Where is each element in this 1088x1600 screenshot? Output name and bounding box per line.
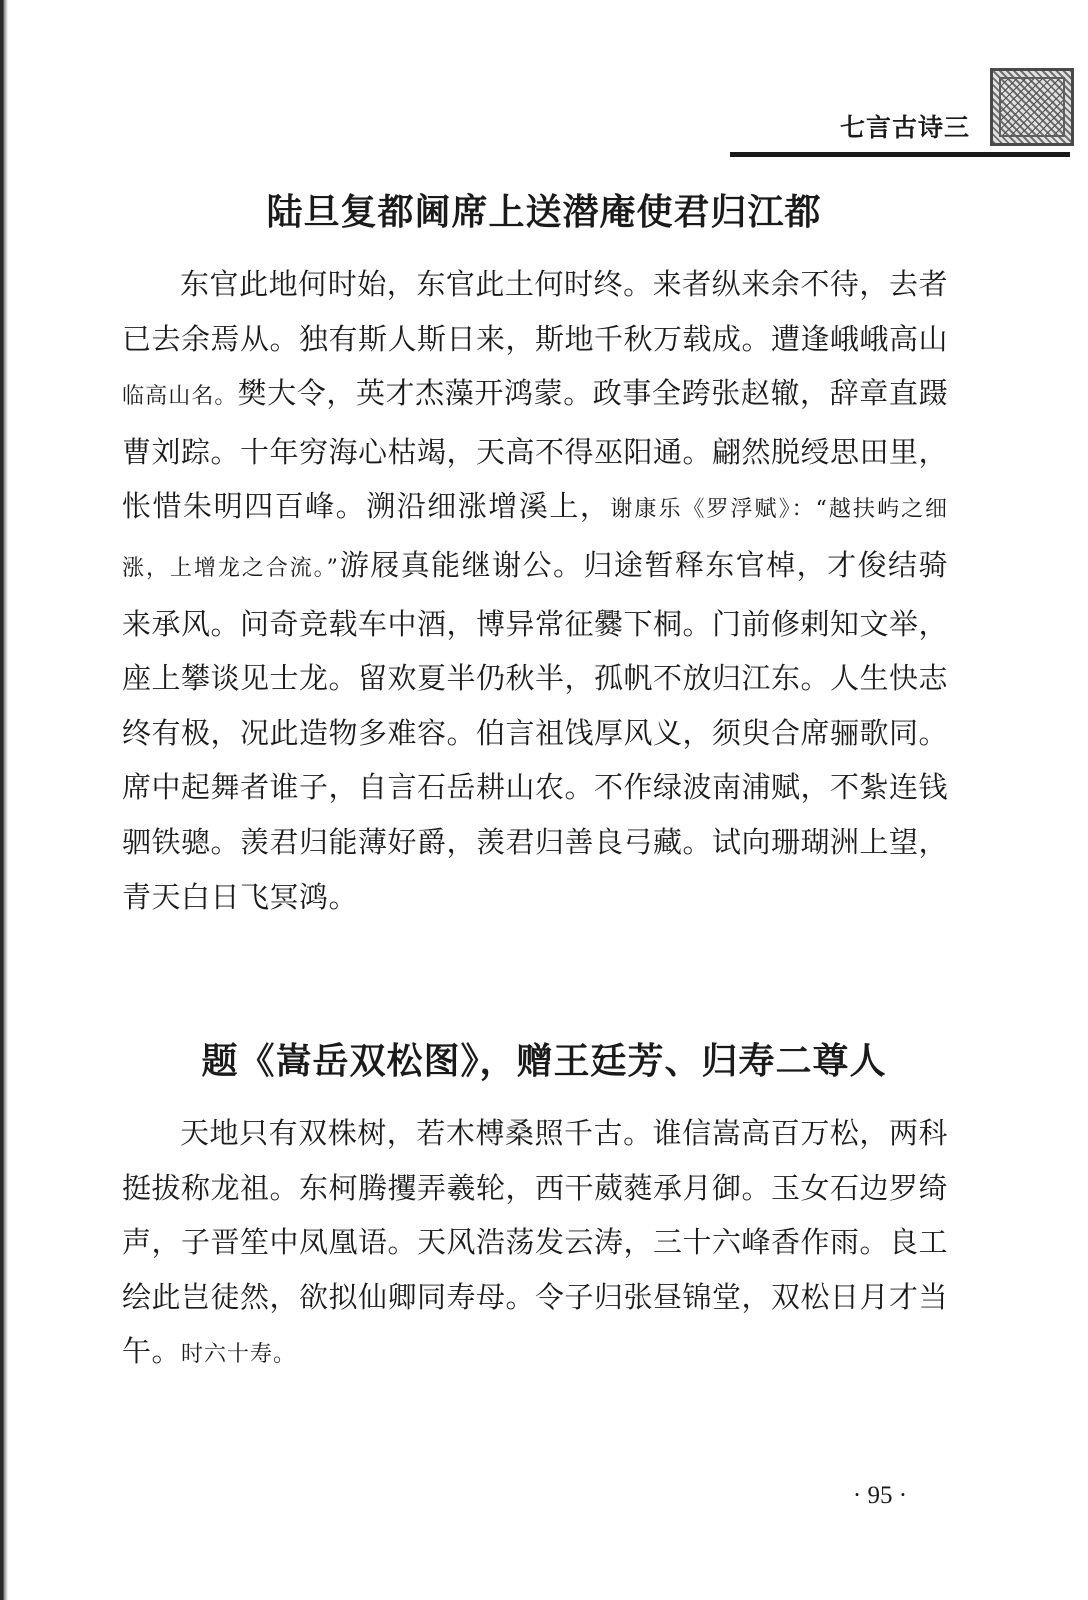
annotation-note: 临高山名。 bbox=[122, 384, 238, 410]
poem-title: 陆旦复都阃席上送潜庵使君归江都 bbox=[266, 192, 822, 233]
annotation-note: 时六十寿。 bbox=[181, 1342, 297, 1368]
running-head: 七言古诗三 bbox=[839, 113, 970, 142]
poem-title: 题《嵩岳双松图》，赠王廷芳、归寿二尊人 bbox=[201, 1041, 887, 1082]
header-rule bbox=[730, 152, 1070, 157]
verse-text: 天地只有双株树，若木榑桑照千古。谁信嵩高百万松，两科挺拔称龙祖。东柯腾攫弄羲轮，西干葳蕤承月御。玉女石边罗绮声，子晋笙中凤凰语。天风浩荡发云涛，三十六峰香作雨。良工绘此岂徒然，欲拟仙卿同寿母。令子归张昼锦堂，双松日月才当午。 bbox=[122, 1116, 949, 1369]
verse-text: 东官此地何时始，东官此土何时终。来者纵来余不待，去者已去余焉从。独有斯人斯日来，斯地千秋万载成。遭逢峨峨高山 bbox=[122, 267, 949, 356]
annotation-note: 谢康乐《罗浮赋》：“越扶屿之细涨，上增龙之合流。” bbox=[122, 497, 948, 581]
poem-body bbox=[122, 1106, 948, 1383]
seal-stamp-icon bbox=[990, 68, 1074, 146]
poem-body bbox=[122, 257, 948, 924]
verse-text: 樊大令，英才杰藻开鸿蒙。政事全跨张赵辙，辞章直蹑曹刘踪。十年穷海心枯竭，天高不得巫阳通。翩然脱绶思田里，怅惜朱明四百峰。溯沿细涨增溪上， bbox=[122, 376, 949, 524]
page-number: · 95 · bbox=[852, 1482, 908, 1509]
verse-text: 游屐真能继谢公。归途暂释东官棹，才俊结骑来承风。问奇竞载车中酒，博异常征爨下桐。门前修剌知文举，座上攀谈见士龙。留欢夏半仍秋半，孤帆不放归江东。人生快志终有极，况此造物多难容。伯言祖饯厚风义，须臾合席骊歌同。席中起舞者谁子，自言石岳耕山农。不作绿波南浦赋，不紮连钱驷铁骢。羡君归能薄好爵，羡君归善良弓藏。试向珊瑚洲上望，青天白日飞冥鸿。 bbox=[122, 547, 949, 914]
page-edge bbox=[0, 0, 8, 1600]
